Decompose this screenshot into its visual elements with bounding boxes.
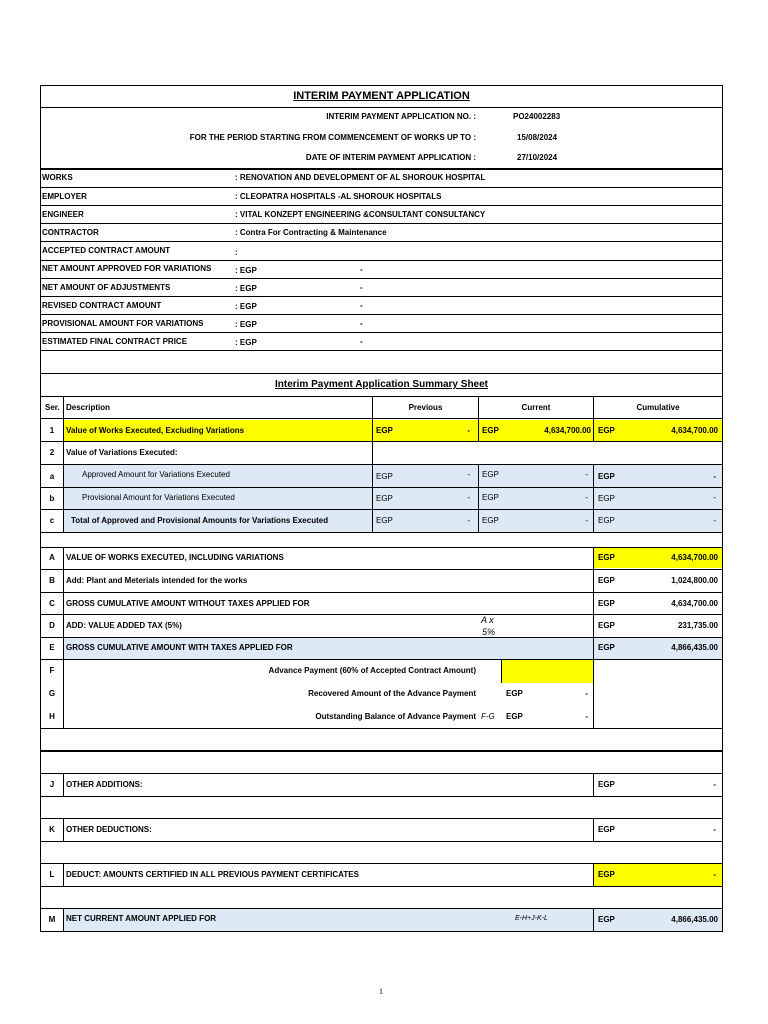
info-label-accepted-amount: ACCEPTED CONTRACT AMOUNT (42, 246, 171, 255)
col-cumulative: Cumulative (636, 403, 680, 412)
rowA-ser: A (49, 553, 55, 562)
rowC-cum: 4,634,700.00 (671, 599, 718, 608)
col-description: Description (66, 403, 111, 412)
rowa-prev: - (467, 470, 470, 479)
rowL-ser: L (49, 870, 55, 879)
row1-curr-egp: EGP (482, 426, 499, 435)
rowB-cum: 1,024,800.00 (671, 576, 718, 585)
row1-curr: 4,634,700.00 (544, 426, 591, 435)
page-number: 1 (379, 987, 383, 996)
info-value-contractor: : Contra For Contracting & Maintenance (235, 228, 387, 237)
rowF-desc: Advance Payment (60% of Accepted Contract Amount) (268, 666, 476, 675)
rowH-ser: H (49, 712, 55, 721)
rowb-cum: - (713, 493, 716, 502)
row1-cum-egp: EGP (598, 426, 615, 435)
rowG-val: - (585, 689, 588, 698)
rowc-prev-egp: EGP (376, 516, 393, 525)
rowM-desc: NET CURRENT AMOUNT APPLIED FOR (66, 914, 217, 923)
rowA-egp: EGP (598, 553, 615, 562)
rowM-cum: 4,866,435.00 (671, 915, 718, 924)
rowb-curr-egp: EGP (482, 493, 499, 502)
date-value: 27/10/2024 (517, 153, 558, 162)
row1-prev: - (467, 426, 470, 435)
rowa-ser: a (49, 472, 55, 481)
rowL-cum: - (713, 870, 716, 879)
rowc-cum: - (713, 516, 716, 525)
rowJ-ser: J (49, 780, 55, 789)
summary-title: Interim Payment Application Summary Sheet (274, 379, 489, 390)
document-title: INTERIM PAYMENT APPLICATION (293, 90, 470, 102)
rowJ-egp: EGP (598, 780, 615, 789)
rowB-egp: EGP (598, 576, 615, 585)
info-label-revised-amount: REVISED CONTRACT AMOUNT (42, 301, 162, 310)
row1-prev-egp: EGP (376, 426, 393, 435)
rowb-prev-egp: EGP (376, 494, 393, 503)
rowb-desc: Provisional Amount for Variations Executed (82, 493, 235, 502)
rowG-egp: EGP (506, 689, 523, 698)
rowJ-desc: OTHER ADDITIONS: (66, 780, 143, 789)
info-label-engineer: ENGINEER (42, 210, 84, 219)
rowM-note: E-H+J-K-L (515, 915, 548, 922)
rowD-note-2: 5% (482, 627, 496, 637)
rowc-desc: Total of Approved and Provisional Amounts for Variations Executed (71, 516, 329, 525)
info-value-works: : RENOVATION AND DEVELOPMENT OF AL SHOROUK HOSPITAL (235, 173, 486, 182)
rowb-prev: - (467, 493, 470, 502)
period-value: 15/08/2024 (517, 133, 558, 142)
app-no-value: PO24002283 (513, 112, 561, 121)
col-current: Current (521, 403, 551, 412)
info-dash-provisional: - (360, 319, 363, 328)
rowc-cum-egp: EGP (598, 516, 615, 525)
rowD-ser: D (49, 621, 55, 630)
info-label-employer: EMPLOYER (42, 192, 87, 201)
rowD-note-1: A x (481, 615, 494, 625)
rowK-ser: K (49, 825, 55, 834)
rowA-cum: 4,634,700.00 (671, 553, 718, 562)
info-dash-final-price: - (360, 337, 363, 346)
info-label-net-variations: NET AMOUNT APPROVED FOR VARIATIONS (42, 264, 212, 273)
date-label: DATE OF INTERIM PAYMENT APPLICATION : (305, 153, 476, 162)
rowa-prev-egp: EGP (376, 472, 393, 481)
rowD-cum: 231,735.00 (677, 621, 718, 630)
col-previous: Previous (408, 403, 443, 412)
rowM-ser: M (48, 915, 56, 924)
rowD-desc: ADD: VALUE ADDED TAX (5%) (66, 621, 182, 630)
rowK-egp: EGP (598, 825, 615, 834)
rowB-ser: B (49, 576, 55, 585)
rowE-ser: E (49, 643, 55, 652)
col-ser: Ser. (45, 403, 60, 412)
rowa-desc: Approved Amount for Variations Executed (82, 470, 230, 479)
rowa-cum: - (713, 472, 716, 481)
info-value-employer: : CLEOPATRA HOSPITALS -AL SHOROUK HOSPITALS (235, 192, 442, 201)
rowF-ser: F (49, 666, 55, 675)
rowJ-cum: - (713, 780, 716, 789)
row1-ser: 1 (49, 426, 55, 435)
rowC-ser: C (49, 599, 55, 608)
rowE-desc: GROSS CUMULATIVE AMOUNT WITH TAXES APPLIED FOR (66, 643, 293, 652)
info-value-provisional: : EGP (235, 320, 257, 329)
row1-cum: 4,634,700.00 (671, 426, 718, 435)
period-label: FOR THE PERIOD STARTING FROM COMMENCEMENT OF WORKS UP TO : (189, 133, 476, 142)
rowK-desc: OTHER DEDUCTIONS: (66, 825, 152, 834)
rowK-cum: - (713, 825, 716, 834)
rowL-egp: EGP (598, 870, 615, 879)
info-value-accepted-amount: : (235, 248, 238, 257)
rowE-egp: EGP (598, 643, 615, 652)
info-value-revised-amount: : EGP (235, 302, 257, 311)
info-label-works: WORKS (42, 173, 73, 182)
rowC-egp: EGP (598, 599, 615, 608)
rowD-egp: EGP (598, 621, 615, 630)
info-dash-revised-amount: - (360, 301, 363, 310)
row1-desc: Value of Works Executed, Excluding Variations (66, 426, 245, 435)
rowc-prev: - (467, 516, 470, 525)
rowc-curr-egp: EGP (482, 516, 499, 525)
rowH-note: F-G (481, 712, 495, 721)
rowb-cum-egp: EGP (598, 494, 615, 503)
rowL-desc: DEDUCT: AMOUNTS CERTIFIED IN ALL PREVIOUS PAYMENT CERTIFICATES (66, 870, 359, 879)
info-label-final-price: ESTIMATED FINAL CONTRACT PRICE (42, 337, 188, 346)
rowa-curr-egp: EGP (482, 470, 499, 479)
info-label-contractor: CONTRACTOR (42, 228, 99, 237)
row2-desc: Value of Variations Executed: (66, 448, 178, 457)
info-value-engineer: : VITAL KONZEPT ENGINEERING &CONSULTANT CONSULTANCY (235, 210, 486, 219)
info-dash-net-variations: - (360, 265, 363, 274)
info-value-net-variations: : EGP (235, 266, 257, 275)
info-value-adjustments: : EGP (235, 284, 257, 293)
rowB-desc: Add: Plant and Meterials intended for the works (66, 576, 248, 585)
info-dash-adjustments: - (360, 283, 363, 292)
rowG-ser: G (48, 689, 56, 698)
rowc-ser: c (49, 516, 55, 525)
info-value-final-price: : EGP (235, 338, 257, 347)
rowH-egp: EGP (506, 712, 523, 721)
rowC-desc: GROSS CUMULATIVE AMOUNT WITHOUT TAXES APPLIED FOR (66, 599, 310, 608)
row2-ser: 2 (49, 448, 55, 457)
rowH-val: - (585, 712, 588, 721)
rowG-desc: Recovered Amount of the Advance Payment (308, 689, 476, 698)
info-label-provisional: PROVISIONAL AMOUNT FOR VARIATIONS (42, 319, 204, 328)
rowE-cum: 4,866,435.00 (671, 643, 718, 652)
rowa-cum-egp: EGP (598, 472, 615, 481)
info-label-adjustments: NET AMOUNT OF ADJUSTMENTS (42, 283, 171, 292)
rowb-curr: - (585, 493, 588, 502)
rowH-desc: Outstanding Balance of Advance Payment (315, 712, 476, 721)
rowb-ser: b (49, 494, 55, 503)
rowc-curr: - (585, 516, 588, 525)
rowM-egp: EGP (598, 915, 615, 924)
app-no-label: INTERIM PAYMENT APPLICATION NO. : (326, 112, 476, 121)
rowa-curr: - (585, 470, 588, 479)
rowA-desc: VALUE OF WORKS EXECUTED, INCLUDING VARIATIONS (66, 553, 284, 562)
